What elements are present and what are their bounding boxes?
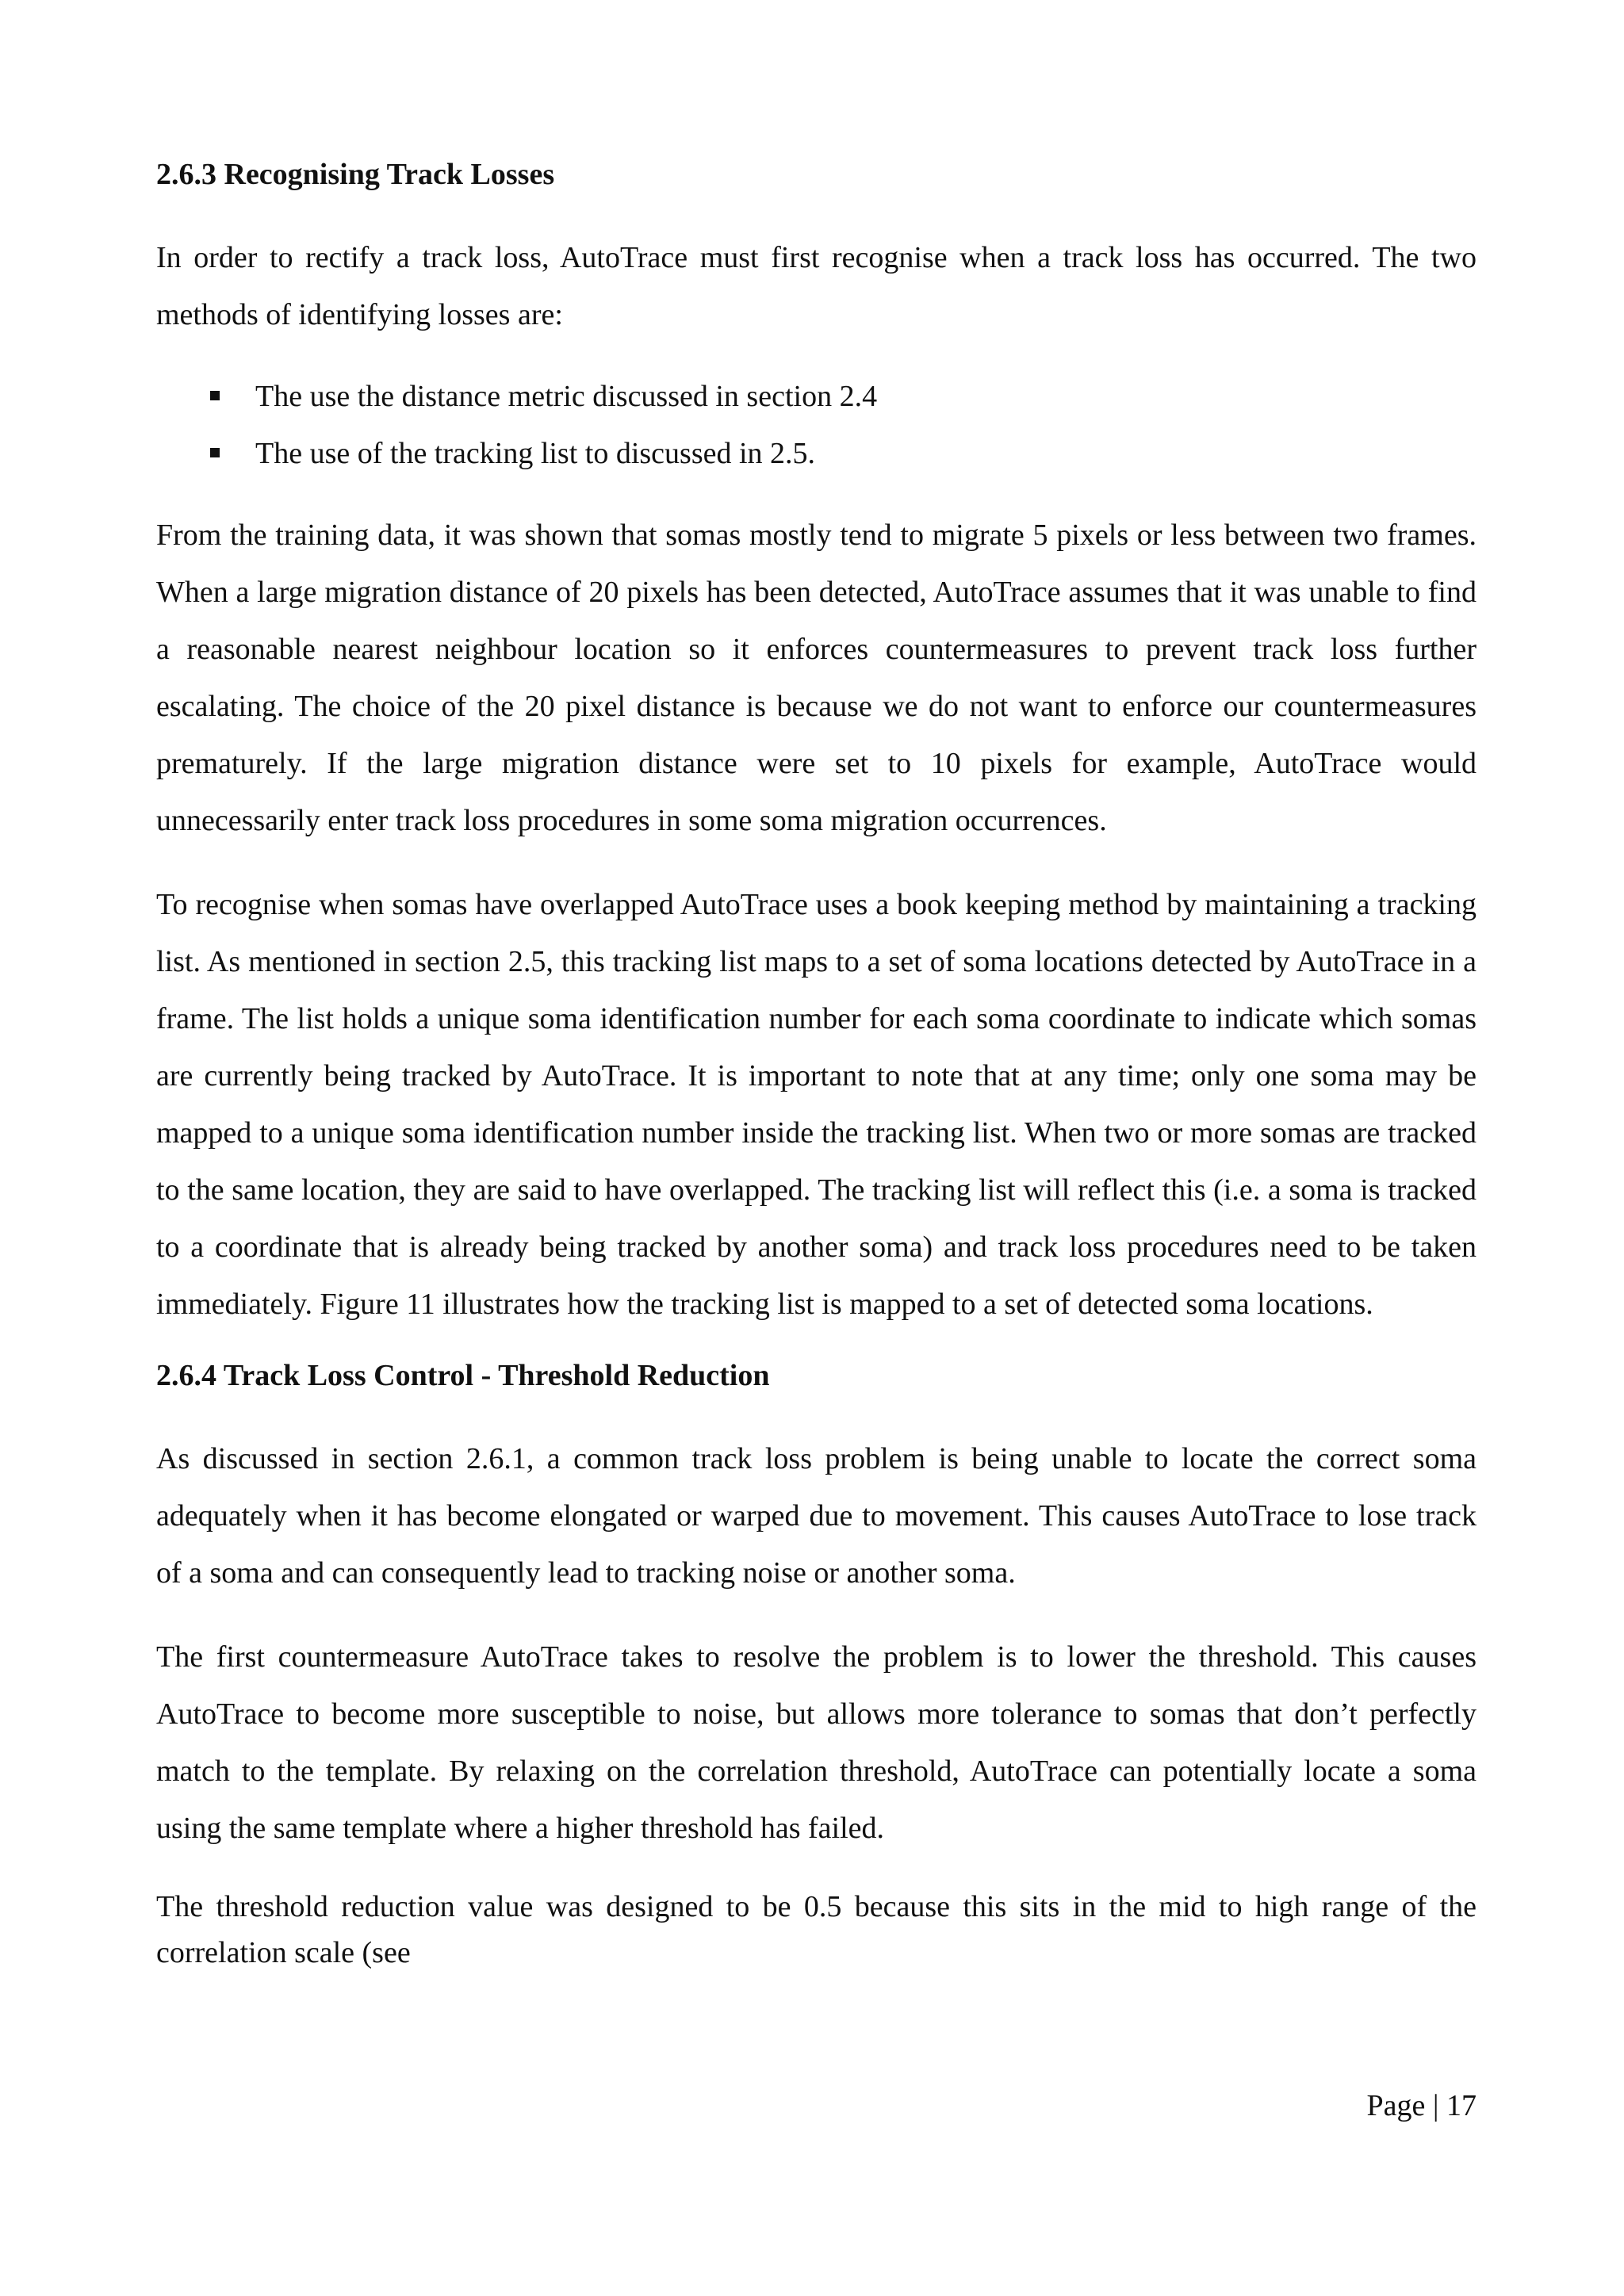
paragraph-tracking-list: To recognise when somas have overlapped AutoTrace uses a book keeping method by maintaining a tracking list. As mentioned in section 2.5, this tracking list maps to a set of soma locations detected by AutoTrace in a frame. The list holds a unique soma identification number for each soma coordinate to indicate which somas are currently being tracked by AutoTrace. It is important to note that at any time; only one soma may be mapped to a unique soma identification number inside the tracking list. When two or more somas are tracked to the same location, they are said to have overlapped. The tracking list will reflect this (i.e. a soma is tracked to a coordinate that is already being tracked by another soma) and track loss procedures need to be taken immediately. Figure 11 illustrates how the tracking list is mapped to a set of detected soma locations. <box>156 888 1477 1321</box>
section-heading-2-6-4: 2.6.4 Track Loss Control - Threshold Reduction <box>156 1359 770 1392</box>
list-item <box>156 425 1477 482</box>
list-item <box>156 368 1477 425</box>
page-content <box>156 155 1477 1976</box>
square-bullet-icon <box>210 448 220 457</box>
square-bullet-icon <box>210 391 220 400</box>
list-item-text: The use the distance metric discussed in section 2.4 <box>255 380 878 413</box>
list-item-text: The use of the tracking list to discussed in 2.5. <box>255 437 816 470</box>
paragraph-migration-distance: From the training data, it was shown that somas mostly tend to migrate 5 pixels or less between two frames. When a large migration distance of 20 pixels has been detected, AutoTrace assumes that it was unable to find a reasonable nearest neighbour location so it enforces countermeasures to prevent track loss further escalating. The choice of the 20 pixel distance is because we do not want to enforce our countermeasures prematurely. If the large migration distance were set to 10 pixels for example, AutoTrace would unnecessarily enter track loss procedures in some soma migration occurrences. <box>156 519 1477 837</box>
paragraph-intro: In order to rectify a track loss, AutoTrace must first recognise when a track loss has occurred. The two methods of identifying losses are: <box>156 241 1477 331</box>
bullet-list <box>156 368 1477 482</box>
paragraph-threshold-value: The threshold reduction value was designed to be 0.5 because this sits in the mid to high range of the correlation scale (see <box>156 1890 1477 1969</box>
paragraph-track-loss-problem: As discussed in section 2.6.1, a common track loss problem is being unable to locate the correct soma adequately when it has become elongated or warped due to movement. This causes AutoTrace to lose track of a soma and can consequently lead to tracking noise or another soma. <box>156 1442 1477 1590</box>
paragraph-lower-threshold: The first countermeasure AutoTrace takes to resolve the problem is to lower the threshold. This causes AutoTrace to become more susceptible to noise, but allows more tolerance to somas that don’t perfectly match to the template. By relaxing on the correlation threshold, AutoTrace can potentially locate a soma using the same template where a higher threshold has failed. <box>156 1640 1477 1845</box>
page-number: Page | 17 <box>1366 2089 1477 2122</box>
section-heading-2-6-3: 2.6.3 Recognising Track Losses <box>156 158 555 191</box>
